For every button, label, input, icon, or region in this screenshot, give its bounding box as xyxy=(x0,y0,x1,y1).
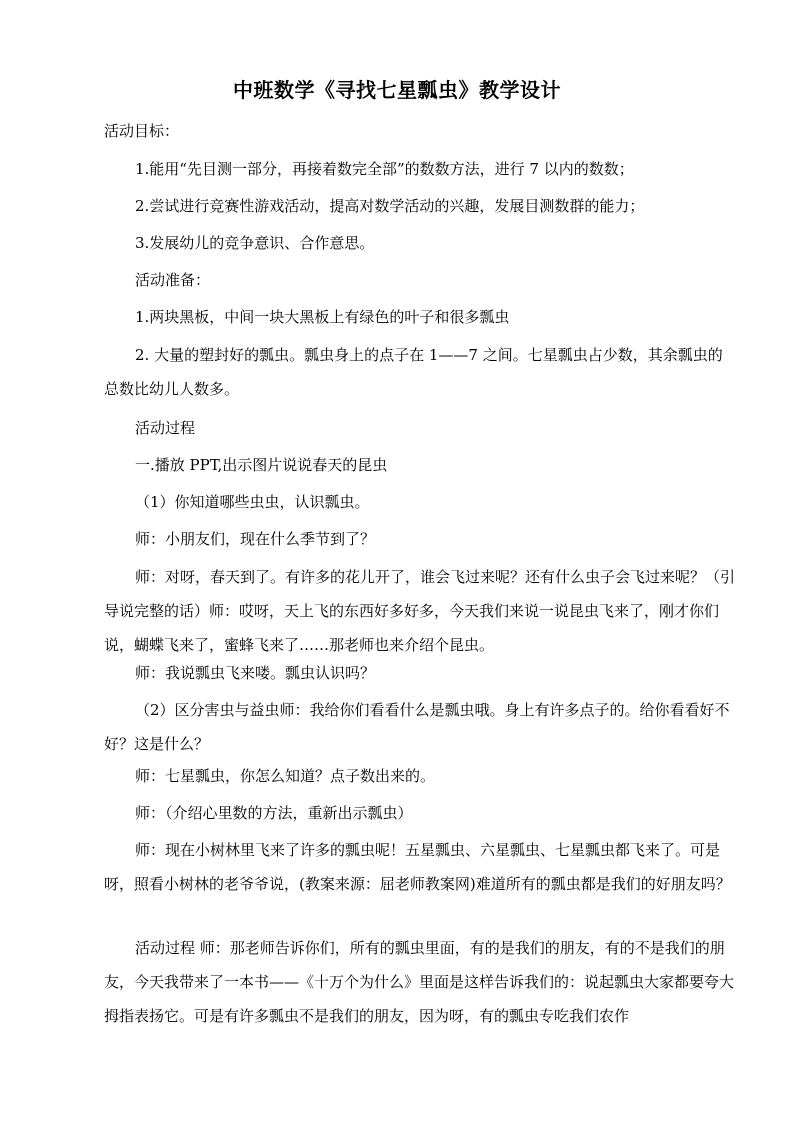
paragraph-6: 师：现在小树林里飞来了许多的瓢虫呢！五星瓢虫、六星瓢虫、七星瓢虫都飞来了。可是呀，照看小树林的老爷爷说，(教案来源：屈老师教案网)难道所有的瓢虫都是我们的好朋友吗？ xyxy=(104,841,731,893)
goals-heading: 活动目标： xyxy=(104,122,180,140)
prep-item-2: 2. 大量的塑封好的瓢虫。瓢虫身上的点子在 1——7 之间。七星瓢虫占少数，其余瓢虫的总数比幼儿人数多。 xyxy=(104,346,723,398)
prep-heading: 活动准备： xyxy=(135,271,211,289)
process-step-1: 一.播放 PPT,出示图片说说春天的昆虫 xyxy=(135,456,388,474)
paragraph-3: 师：我说瓢虫飞来喽。瓢虫认识吗？ xyxy=(135,664,376,682)
goal-item-3: 3.发展幼儿的竞争意识、合作意思。 xyxy=(135,234,375,252)
process-substep-2: （2）区分害虫与益虫师：我给你们看看什么是瓢虫哦。身上有许多点子的。给你看看好不好？这是什么？ xyxy=(104,701,730,753)
paragraph-5: 师：（介绍心里数的方法，重新出示瓢虫） xyxy=(135,804,413,822)
prep-item-1: 1.两块黑板，中间一块大黑板上有绿色的叶子和很多瓢虫 xyxy=(135,308,510,326)
paragraph-2: 师：对呀，春天到了。有许多的花儿开了，谁会飞过来呢？还有什么虫子会飞过来呢？（引导说完整的话）师：哎呀，天上飞的东西好多好多，今天我们来说一说昆虫飞来了，刚才你们说，蝴蝶飞来了，蜜蜂飞来了……那老师也来介绍个昆虫。 xyxy=(104,568,736,654)
process-substep-1: （1）你知道哪些虫虫，认识瓢虫。 xyxy=(135,493,370,511)
goal-item-1: 1.能用“先目测一部分，再接着数完全部”的数数方法，进行 7 以内的数数； xyxy=(135,160,634,178)
document-title: 中班数学《寻找七星瓢虫》教学设计 xyxy=(233,78,561,102)
goal-item-2: 2.尝试进行竞赛性游戏活动，提高对数学活动的兴趣，发展目测数群的能力； xyxy=(135,197,645,215)
paragraph-1: 师：小朋友们，现在什么季节到了？ xyxy=(135,530,376,548)
paragraph-7: 活动过程 师：那老师告诉你们，所有的瓢虫里面，有的是我们的朋友，有的不是我们的朋友，今天我带来了一本书——《十万个为什么》里面是这样告诉我们的：说起瓢虫大家都要夸大拇指表扬它。可是有许多瓢虫不是我们的朋友，因为呀，有的瓢虫专吃我们农作 xyxy=(104,939,735,1025)
paragraph-4: 师：七星瓢虫，你怎么知道？点子数出来的。 xyxy=(135,767,436,785)
process-heading: 活动过程 xyxy=(135,419,196,437)
